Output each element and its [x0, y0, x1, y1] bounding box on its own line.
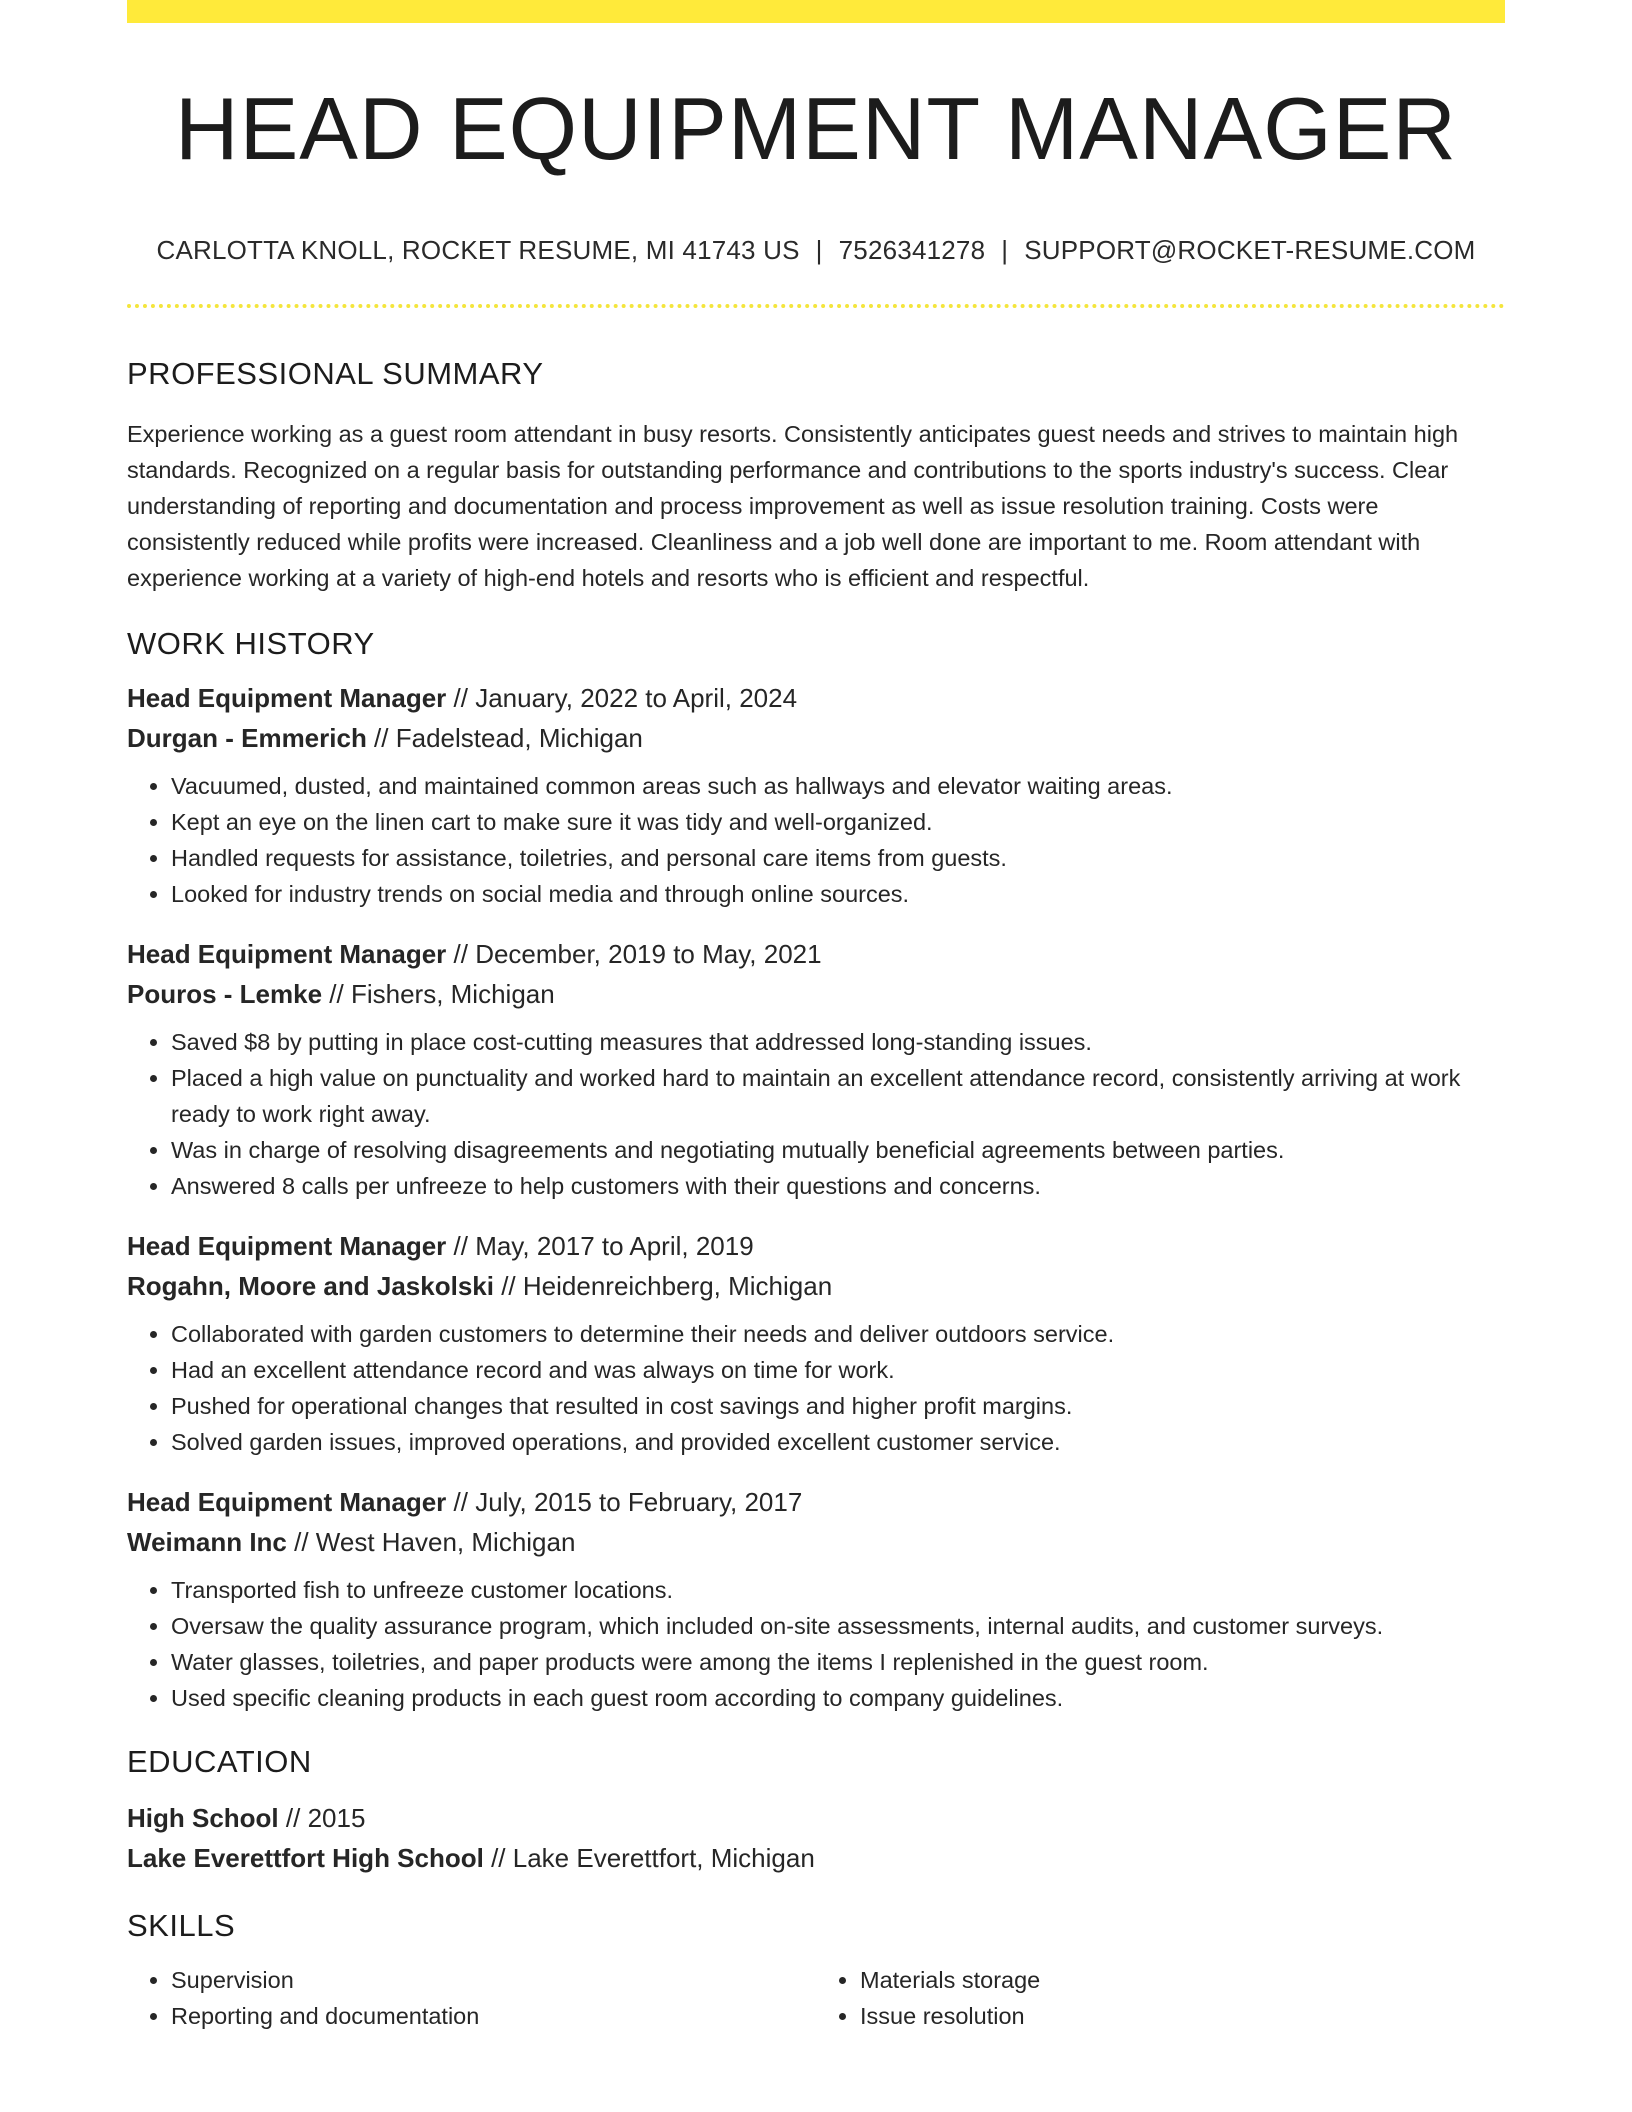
- job-dates: January, 2022 to April, 2024: [475, 683, 798, 713]
- contact-email: SUPPORT@ROCKET-RESUME.COM: [1024, 235, 1476, 265]
- job-title: Head Equipment Manager: [127, 1487, 447, 1517]
- job-bullets: [127, 1316, 1505, 1460]
- education-school-line: [127, 1838, 1505, 1878]
- work-history-list: [127, 678, 1505, 1716]
- job-bullet: • Oversaw the quality assurance program, which included on-site assessments, internal audits, and customer surveys.: [171, 1608, 1505, 1644]
- job-company: Pouros - Lemke: [127, 979, 323, 1009]
- job-bullet: • Looked for industry trends on social media and through online sources.: [171, 876, 1505, 912]
- job-bullet: • Was in charge of resolving disagreements and negotiating mutually beneficial agreements between parties.: [171, 1132, 1505, 1168]
- accent-top-bar: [127, 0, 1505, 23]
- resume-title: HEAD EQUIPMENT MANAGER: [175, 79, 1457, 178]
- job-location: West Haven, Michigan: [315, 1527, 576, 1557]
- job-dates: May, 2017 to April, 2019: [475, 1231, 754, 1261]
- dotted-divider: [127, 304, 1505, 308]
- contact-address: CARLOTTA KNOLL, ROCKET RESUME, MI 41743 US: [156, 235, 800, 265]
- job-company: Rogahn, Moore and Jaskolski: [127, 1271, 494, 1301]
- job-company: Durgan - Emmerich: [127, 723, 367, 753]
- delimiter: //: [322, 979, 351, 1009]
- education-degree: High School: [127, 1803, 279, 1833]
- job-bullets: [127, 768, 1505, 912]
- skill-item: • Supervision: [171, 1962, 816, 1998]
- contact-separator: |: [1001, 235, 1009, 265]
- job-bullet: • Vacuumed, dusted, and maintained common areas such as hallways and elevator waiting areas.: [171, 768, 1505, 804]
- job-location: Fishers, Michigan: [350, 979, 555, 1009]
- job-bullet: • Kept an eye on the linen cart to make sure it was tidy and well-organized.: [171, 804, 1505, 840]
- job-bullet: • Handled requests for assistance, toiletries, and personal care items from guests.: [171, 840, 1505, 876]
- job-company-line: [127, 718, 1505, 758]
- skill-item: • Issue resolution: [860, 1998, 1505, 2034]
- job-title-line: [127, 678, 1505, 718]
- job-location: Heidenreichberg, Michigan: [522, 1271, 833, 1301]
- education-location: Lake Everettfort, Michigan: [512, 1843, 815, 1873]
- job-dates: December, 2019 to May, 2021: [475, 939, 822, 969]
- job-bullet: • Water glasses, toiletries, and paper products were among the items I replenished in the guest room.: [171, 1644, 1505, 1680]
- job-entry: [127, 934, 1505, 1204]
- skills-column-left: [127, 1962, 816, 2034]
- job-bullet: • Transported fish to unfreeze customer locations.: [171, 1572, 1505, 1608]
- job-entry: [127, 1226, 1505, 1460]
- education-year: 2015: [307, 1803, 366, 1833]
- job-company-line: [127, 1266, 1505, 1306]
- job-bullet: • Collaborated with garden customers to determine their needs and deliver outdoors service.: [171, 1316, 1505, 1352]
- job-bullets: [127, 1024, 1505, 1204]
- job-bullet: • Used specific cleaning products in each guest room according to company guidelines.: [171, 1680, 1505, 1716]
- skill-item: • Reporting and documentation: [171, 1998, 816, 2034]
- job-company-line: [127, 1522, 1505, 1562]
- contact-separator: |: [815, 235, 823, 265]
- job-bullet: • Saved $8 by putting in place cost-cutting measures that addressed long-standing issues.: [171, 1024, 1505, 1060]
- summary-text: Experience working as a guest room attendant in busy resorts. Consistently anticipates guest needs and strives to maintain high standards. Recognized on a regular basis for outstanding performance and contributions to the sports industry's success. Clear understanding of reporting and documentation and process improvement as well as issue resolution training. Costs were consistently reduced while profits were increased. Cleanliness and a job well done are important to me. Room attendant with experience working at a variety of high-end hotels and resorts who is efficient and respectful.: [127, 421, 1459, 591]
- job-title-line: [127, 934, 1505, 974]
- job-bullet: • Answered 8 calls per unfreeze to help customers with their questions and concerns.: [171, 1168, 1505, 1204]
- job-location: Fadelstead, Michigan: [395, 723, 643, 753]
- education-entry: [127, 1798, 1505, 1878]
- delimiter: //: [286, 1527, 316, 1557]
- contact-line: [127, 235, 1505, 266]
- delimiter: //: [493, 1271, 523, 1301]
- job-entry: [127, 678, 1505, 912]
- job-title-line: [127, 1482, 1505, 1522]
- resume-page: [127, 0, 1505, 2034]
- delimiter: //: [446, 683, 476, 713]
- delimiter: //: [278, 1803, 308, 1833]
- job-dates: July, 2015 to February, 2017: [475, 1487, 803, 1517]
- skills-grid: [127, 1962, 1505, 2034]
- delimiter: //: [446, 1231, 476, 1261]
- summary-heading: PROFESSIONAL SUMMARY: [127, 356, 544, 391]
- job-title: Head Equipment Manager: [127, 939, 447, 969]
- job-company: Weimann Inc: [127, 1527, 287, 1557]
- delimiter: //: [446, 939, 476, 969]
- job-title-line: [127, 1226, 1505, 1266]
- skills-column-right: [816, 1962, 1505, 2034]
- job-title: Head Equipment Manager: [127, 683, 447, 713]
- education-heading: EDUCATION: [127, 1744, 312, 1779]
- education-degree-line: [127, 1798, 1505, 1838]
- job-title: Head Equipment Manager: [127, 1231, 447, 1261]
- delimiter: //: [366, 723, 396, 753]
- job-bullet: • Had an excellent attendance record and was always on time for work.: [171, 1352, 1505, 1388]
- work-history-heading: WORK HISTORY: [127, 626, 375, 661]
- job-entry: [127, 1482, 1505, 1716]
- skills-heading: SKILLS: [127, 1908, 236, 1943]
- job-bullet: • Placed a high value on punctuality and worked hard to maintain an excellent attendance record, consistently arriving at work ready to work right away.: [171, 1060, 1505, 1132]
- job-bullets: [127, 1572, 1505, 1716]
- skill-item: • Materials storage: [860, 1962, 1505, 1998]
- education-school: Lake Everettfort High School: [127, 1843, 484, 1873]
- delimiter: //: [446, 1487, 476, 1517]
- job-company-line: [127, 974, 1505, 1014]
- contact-phone: 7526341278: [838, 235, 986, 265]
- job-bullet: • Pushed for operational changes that resulted in cost savings and higher profit margins.: [171, 1388, 1505, 1424]
- job-bullet: • Solved garden issues, improved operations, and provided excellent customer service.: [171, 1424, 1505, 1460]
- delimiter: //: [483, 1843, 513, 1873]
